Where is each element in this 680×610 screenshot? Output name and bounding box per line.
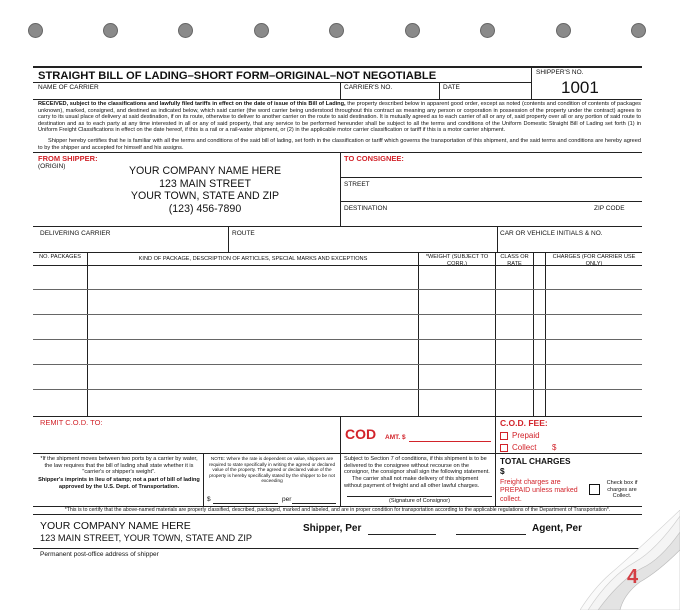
prepaid-checkbox[interactable] — [500, 432, 508, 440]
value-note: NOTE: Where the rate is dependent on value, shippers are required to state specifically in writing the agreed or declared value of the property. The agreed or declared value of the property is hereby specifically stated by the shipper to be not exceeding — [208, 456, 336, 484]
certify-line: *This is to certify that the above-named materials are properly classified, described, packaged, marked and labeled, and are in proper condition for transportation according to the applicable regulations of the Department of Transportation*. — [64, 507, 611, 513]
cod-label: COD — [345, 426, 377, 442]
to-consignee-label: TO CONSIGNEE: — [344, 154, 404, 163]
agent-per-label: Agent, Per — [532, 523, 583, 534]
col-weight: *WEIGHT (SUBJECT TO CORR.) — [425, 254, 489, 267]
carrier-name-field[interactable] — [34, 91, 339, 99]
shippers-no-value: 1001 — [561, 78, 599, 97]
delivering-carrier-field[interactable] — [34, 238, 227, 251]
carrier-name-label: NAME OF CARRIER — [38, 84, 99, 91]
punch-hole — [103, 23, 118, 38]
received-lead: RECEIVED, subject to the classifications and lawfully filed tariffs in effect on the date of issue of this Bill of Lading, — [38, 101, 346, 107]
vehicle-field[interactable] — [498, 238, 641, 251]
permanent-address-note: Permanent post-office address of shipper — [40, 551, 159, 558]
total-charges-label: TOTAL CHARGES $ — [500, 456, 571, 476]
zip-code-label: ZIP CODE — [594, 205, 625, 212]
punch-hole — [631, 23, 646, 38]
shipper-per-field[interactable] — [368, 522, 436, 534]
date-field[interactable] — [440, 91, 530, 99]
shippers-no-label: SHIPPER'S NO. — [536, 69, 584, 76]
route-label: ROUTE — [232, 230, 255, 237]
prepaid-label: Prepaid — [512, 431, 540, 440]
checkbox-note: Check box if charges are Collect. — [606, 480, 638, 500]
total-charges-field[interactable] — [560, 466, 640, 476]
agent-signature-field[interactable] — [456, 522, 526, 534]
cod-fee-label: C.O.D. FEE: — [500, 418, 548, 428]
cod-amount-field[interactable] — [409, 430, 491, 441]
section7b-note: The carrier shall not make delivery of this shipment without payment of freight and all other lawful charges. — [344, 476, 480, 489]
shipper-per-label: Shipper, Per — [303, 523, 362, 534]
received-terms — [38, 101, 641, 134]
col-description: KIND OF PACKAGE, DESCRIPTION OF ARTICLES, SPECIAL MARKS AND EXCEPTIONS — [138, 256, 368, 262]
remit-cod-field[interactable] — [34, 428, 339, 452]
footer-address: 123 MAIN STREET, YOUR TOWN, STATE AND ZIP — [40, 533, 253, 543]
part-number: 4 — [627, 566, 639, 588]
shipper-address — [120, 165, 290, 215]
consignor-signature-label: (Signature of Consignor) — [389, 498, 450, 504]
value-dollar: $ — [207, 496, 211, 503]
origin-label: (ORIGIN) — [38, 163, 66, 170]
route-field[interactable] — [229, 238, 496, 251]
stamp-note: Shipper's imprints in lieu of stamp; not a part of bill of lading approved by the U.S. Dept. of Transportation. — [38, 477, 200, 490]
table-row[interactable] — [33, 390, 642, 415]
table-row[interactable] — [33, 266, 642, 289]
destination-label: DESTINATION — [344, 205, 388, 212]
footer-company: YOUR COMPANY NAME HERE — [40, 520, 191, 532]
from-shipper-label: FROM SHIPPER: — [38, 154, 98, 163]
shipper-phone: (123) 456-7890 — [168, 202, 242, 215]
punch-hole — [556, 23, 571, 38]
value-per-field[interactable] — [292, 494, 336, 503]
consignor-signature-field[interactable] — [347, 488, 492, 496]
punch-hole — [254, 23, 269, 38]
street-field[interactable] — [341, 188, 641, 200]
table-row[interactable] — [33, 340, 642, 364]
certify-terms: Shipper hereby certifies that he is familiar with all the terms and conditions of the said bill of lading, set forth in the classification or tariff which governs the transportation of this shipment, and the said terms and conditions are hereby agreed to by the shipper and accepted for himself and his assigns. — [38, 138, 641, 151]
col-packages: NO. PACKAGES — [39, 254, 81, 260]
items-table — [33, 252, 642, 416]
collect-checkbox[interactable] — [500, 444, 508, 452]
remit-cod-label: REMIT C.O.D. TO: — [40, 418, 103, 427]
received-body: the property described below in apparent good order, except as noted (contents and condition of contents of packages unknown), marked, consigned, and destined as indicated below, which said carrier (the word carrier being understood throughout this contract as meaning any person or corporation in possession of the property under the contract) agrees to carry to its usual place of delivery at said destination, if on its route, otherwise to deliver to another carrier on the route to said destination. It is mutually agreed as to each carrier of all or any of, said property over all or any portion of said route to destination and as to each party at any time interested in all or any of said property, that any service to be performed hereunder shall be subject to all the terms and conditions of the Uniform Domestic Straight Bill of Lading set forth (1) in Uniform Freight Classifications in effect on the date hereof, if this is a rail or a rail-water shipment, or (2) in the applicable motor carrier classification or tariff if this is a motor carrier shipment. — [38, 101, 641, 134]
shipper-street: 123 MAIN STREET — [159, 177, 251, 190]
vehicle-label: CAR OR VEHICLE INITIALS & NO. — [500, 230, 603, 237]
page-curl-graphic — [580, 510, 680, 610]
punch-hole — [480, 23, 495, 38]
punch-hole — [329, 23, 344, 38]
consignee-name-field[interactable] — [341, 165, 641, 176]
collect-charges-checkbox[interactable] — [589, 484, 600, 495]
street-label: STREET — [344, 181, 370, 188]
freight-note: Freight charges are PREPAID unless marked collect. — [500, 479, 578, 503]
form-title: STRAIGHT BILL OF LADING–SHORT FORM–ORIGINAL–NOT NEGOTIABLE — [38, 70, 437, 82]
value-amount-field[interactable] — [213, 494, 278, 503]
col-charges: CHARGES (FOR CARRIER USE ONLY) — [552, 254, 636, 267]
value-per: per — [282, 496, 292, 503]
destination-field[interactable] — [341, 213, 591, 225]
shipper-company: YOUR COMPANY NAME HERE — [128, 165, 282, 177]
table-row[interactable] — [33, 290, 642, 314]
date-label: DATE — [443, 84, 460, 91]
collect-label: Collect — [512, 443, 537, 452]
ports-note: *If the shipment moves between two ports by a carrier by water, the law requires that the bill of lading shall state whether it is "carrier's or shipper's weight". — [40, 456, 198, 476]
collect-dollar: $ — [552, 443, 557, 452]
col-class: CLASS OR RATE — [500, 254, 529, 267]
carriers-no-field[interactable] — [341, 91, 438, 99]
carriers-no-label: CARRIER'S NO. — [344, 84, 393, 91]
punch-hole — [405, 23, 420, 38]
punch-hole — [28, 23, 43, 38]
table-row[interactable] — [33, 365, 642, 389]
punch-hole — [178, 23, 193, 38]
table-row[interactable] — [33, 315, 642, 339]
section7-note: Subject to Section 7 of conditions, if this shipment is to be delivered to the consignee without recourse on the consignor, the consignor shall sign the following statement. — [344, 456, 490, 476]
shipper-city: YOUR TOWN, STATE AND ZIP — [130, 190, 280, 202]
cod-amount-label: AMT. $ — [385, 434, 406, 441]
delivering-carrier-label: DELIVERING CARRIER — [40, 230, 111, 237]
